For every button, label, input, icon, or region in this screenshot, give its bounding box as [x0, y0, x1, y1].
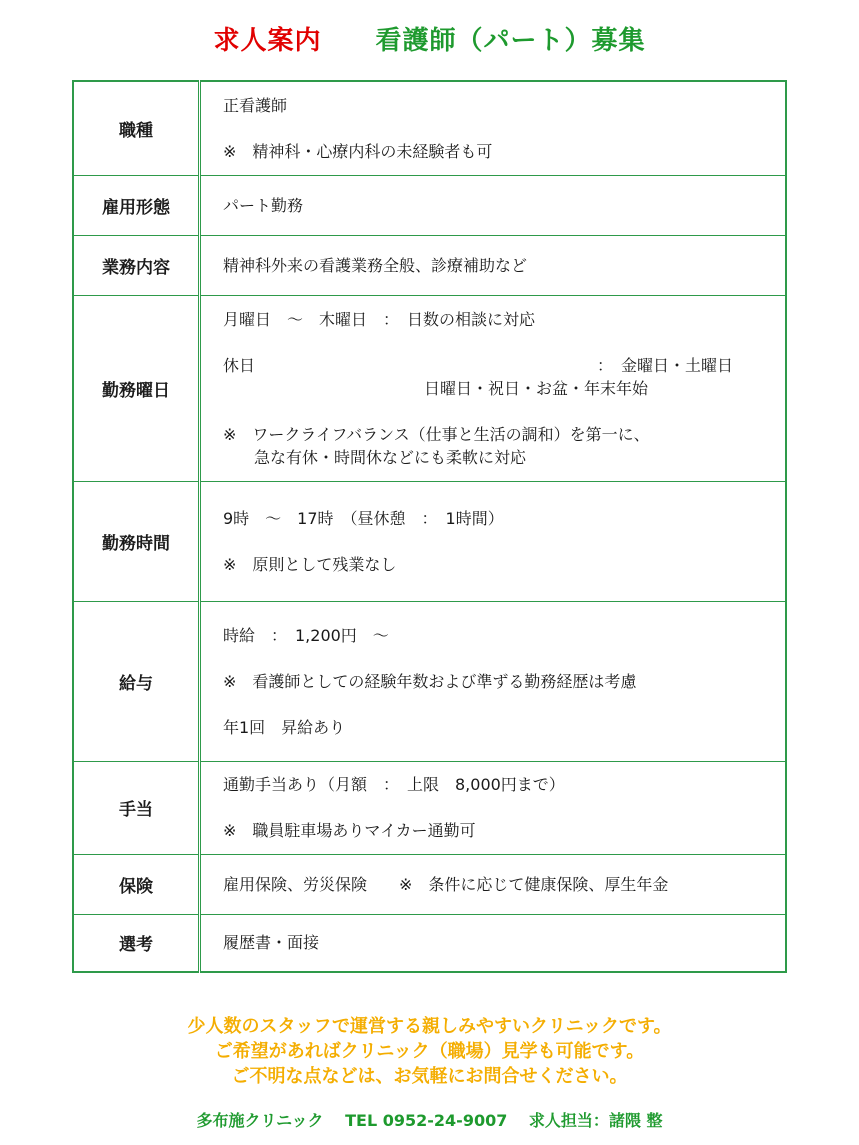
recruit-contact: 求人担当：諸隈 整 — [528, 1111, 663, 1130]
employment-text: パート勤務 — [223, 195, 304, 215]
allowance-text: 通勤手当あり（月額 ： 上限 8,000円まで） — [223, 775, 565, 794]
message-line-3: ご不明な点などは、お気軽にお問合せください。 — [231, 1066, 628, 1087]
table-row — [73, 481, 786, 601]
row-content-occupation — [200, 81, 787, 175]
insurance-text: 雇用保険、労災保険 ※ 条件に応じて健康保険、厚生年金 — [223, 874, 669, 894]
selection-text: 履歴書・面接 — [223, 933, 320, 953]
workdays-text: 月曜日 ～ 木曜日 ： 日数の相談に対応 — [223, 309, 536, 329]
row-label-duties: 業務内容 — [73, 235, 200, 295]
table-row — [73, 914, 786, 972]
row-content-employment — [200, 175, 787, 235]
row-label-hours: 勤務時間 — [73, 481, 200, 601]
row-label-salary: 給与 — [73, 601, 200, 761]
salary-raise: 年1回 昇給あり — [223, 717, 346, 737]
row-content-duties — [200, 235, 787, 295]
holiday-label: 休日 — [223, 355, 256, 375]
worklife-note: ※ ワークライフバランス（仕事と生活の調和）を第一に、 — [223, 424, 650, 444]
holiday-days: ： 金曜日・土曜日 — [597, 355, 734, 375]
footer-contact — [0, 1108, 859, 1131]
message-line-2: ご希望があればクリニック（職場）見学も可能です。 — [214, 1041, 645, 1062]
row-content-salary — [200, 601, 787, 761]
page-title — [0, 20, 859, 57]
table-row — [73, 295, 786, 481]
recruitment-table — [72, 80, 787, 973]
holiday-row — [223, 354, 785, 377]
table-row — [73, 81, 786, 175]
table-row — [73, 175, 786, 235]
title-position: 看護師（パート）募集 — [375, 26, 646, 56]
hours-text: 9時 ～ 17時 （昼休憩 ： 1時間） — [223, 508, 504, 528]
salary-note: ※ 看護師としての経験年数および準ずる勤務経歴は考慮 — [223, 671, 637, 691]
row-label-workdays: 勤務曜日 — [73, 295, 200, 481]
table-row — [73, 235, 786, 295]
occupation-note: ※ 精神科・心療内科の未経験者も可 — [223, 141, 493, 161]
occupation-text: 正看護師 — [223, 95, 288, 115]
allowance-note: ※ 職員駐車場ありマイカー通勤可 — [223, 821, 476, 840]
row-content-workdays — [200, 295, 787, 481]
clinic-phone[interactable]: TEL 0952-24-9007 — [345, 1111, 508, 1130]
row-label-employment: 雇用形態 — [73, 175, 200, 235]
row-label-occupation: 職種 — [73, 81, 200, 175]
table-row — [73, 601, 786, 761]
salary-text: 時給 ： 1,200円 ～ — [223, 625, 389, 645]
clinic-name: 多布施クリニック — [196, 1111, 324, 1130]
table-row — [73, 854, 786, 914]
row-content-allowance — [200, 761, 787, 854]
row-label-selection: 選考 — [73, 914, 200, 972]
message-line-1: 少人数のスタッフで運営する親しみやすいクリニックです。 — [187, 1016, 672, 1037]
row-content-hours — [200, 481, 787, 601]
row-label-insurance: 保険 — [73, 854, 200, 914]
duties-text: 精神科外来の看護業務全般、診療補助など — [223, 255, 528, 275]
row-content-selection — [200, 914, 787, 972]
hours-note: ※ 原則として残業なし — [223, 554, 397, 574]
row-content-insurance — [200, 854, 787, 914]
worklife-note-2: 急な有休・時間休などにも柔軟に対応 — [254, 447, 527, 467]
table-row — [73, 761, 786, 854]
row-label-allowance: 手当 — [73, 761, 200, 854]
title-recruit-info: 求人案内 — [213, 26, 322, 56]
holiday-days-2: 日曜日・祝日・お盆・年末年始 — [424, 378, 649, 398]
